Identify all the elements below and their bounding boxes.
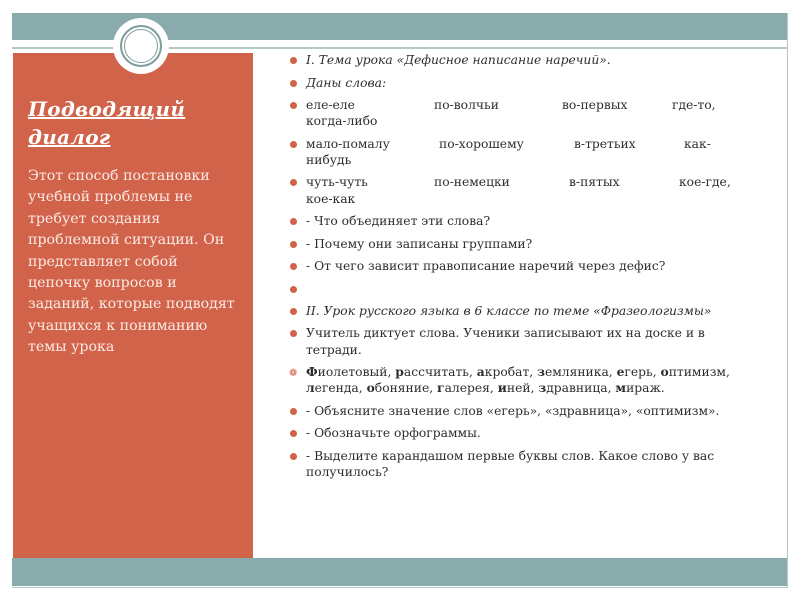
word: чуть-чуть [306, 175, 368, 190]
word-rest: ассчитать, [403, 365, 477, 380]
first-letter: о [366, 380, 375, 396]
flower-bullet-icon: ❁ [289, 368, 298, 380]
first-letter: м [615, 380, 627, 396]
bullet-icon [290, 308, 297, 315]
question: - Что объединяет эти слова? [306, 214, 491, 229]
content-list [290, 52, 760, 487]
words-row [290, 174, 760, 206]
sidebar-title-line1: Подводящий [28, 97, 186, 121]
task: - Выделите карандашом первые буквы слов. Какое слово у вас получилось? [306, 448, 715, 480]
first-letter: г [437, 380, 445, 396]
word-rest: герь, [624, 365, 661, 380]
first-letter: л [306, 380, 315, 396]
word: нибудь [306, 152, 352, 167]
part2-title: II. Урок русского языка в 6 классе по теме «Фразеологизмы» [306, 303, 712, 318]
word-rest: кробат, [484, 365, 538, 380]
word-rest: емляника, [544, 365, 617, 380]
bullet-icon [290, 286, 297, 293]
first-letter: а [476, 364, 485, 380]
word: в-пятых [569, 175, 620, 190]
word: когда-либо [306, 114, 378, 129]
list-item [290, 236, 760, 252]
first-letter: Ф [306, 364, 318, 380]
list-item [290, 403, 760, 419]
words-row [290, 97, 760, 129]
words-list [306, 365, 730, 395]
bullet-icon [290, 263, 297, 270]
first-letter: и [497, 380, 507, 396]
list-item [290, 325, 760, 357]
sidebar-text: Этот способ постановки учебной проблемы не требует создания проблемной ситуации. Он представляет собой цепочку вопросов и заданий, которые подводят учащихся к пониманию темы урока [28, 168, 235, 356]
bullet-icon [290, 430, 297, 437]
bullet-icon [290, 330, 297, 337]
word: кое-где, [679, 175, 731, 190]
first-letter: е [616, 364, 625, 380]
word: мало-помалу [306, 136, 390, 151]
bullet-icon [290, 57, 297, 64]
list-item [290, 75, 760, 91]
list-item [290, 448, 760, 480]
word: во-первых [562, 98, 628, 112]
task: - Объясните значение слов «егерь», «здравница», «оптимизм». [306, 403, 720, 418]
question: - От чего зависит правописание наречий через дефис? [306, 259, 666, 274]
word: кое-как [306, 191, 356, 206]
bottom-band [12, 558, 787, 586]
words-row [290, 136, 760, 168]
bullet-icon [290, 179, 297, 186]
list-item [290, 213, 760, 229]
list-item [290, 425, 760, 441]
word-rest: птимизм, [668, 365, 730, 380]
word-rest: ней, [506, 381, 539, 396]
question: - Почему они записаны группами? [306, 236, 533, 251]
topic-title: I. Тема урока «Дефисное написание наречий». [306, 53, 611, 67]
word: еле-еле [306, 98, 355, 112]
bullet-icon [290, 218, 297, 225]
first-letter: о [660, 364, 669, 380]
first-letter: з [538, 380, 547, 396]
dictation-words [290, 364, 760, 396]
word-rest: ираж. [626, 381, 665, 396]
first-letter: р [395, 364, 404, 380]
word-rest: боняние, [374, 381, 438, 396]
word: по-волчьи [434, 98, 499, 112]
word: где-то, [672, 98, 716, 112]
badge-ring-inner [124, 29, 158, 63]
word: в-третьих [574, 136, 636, 151]
teacher-instruction: Учитель диктует слова. Ученики записывают их на доске и в тетради. [306, 326, 705, 357]
bullet-icon [290, 102, 297, 109]
first-letter: з [537, 364, 545, 380]
circle-badge-icon [113, 18, 169, 74]
bullet-icon [290, 453, 297, 460]
word-rest: иолетовый, [317, 365, 396, 380]
word-rest: егенда, [314, 381, 367, 396]
word: как- [684, 136, 711, 151]
bullet-icon [290, 80, 297, 87]
list-item [290, 303, 760, 319]
word-rest: алерея, [444, 381, 498, 396]
word: по-немецки [434, 175, 510, 190]
given-words-label: Даны слова: [306, 75, 387, 90]
sidebar-title [28, 95, 228, 151]
sidebar-title-line2: диалог [28, 125, 111, 149]
word: по-хорошему [439, 136, 524, 151]
list-item [290, 52, 760, 68]
list-item-empty [290, 281, 760, 297]
list-item [290, 258, 760, 274]
word-rest: дравница, [546, 381, 616, 396]
bullet-icon [290, 241, 297, 248]
bullet-icon [290, 141, 297, 148]
bullet-icon [290, 408, 297, 415]
task: - Обозначьте орфограммы. [306, 426, 481, 441]
